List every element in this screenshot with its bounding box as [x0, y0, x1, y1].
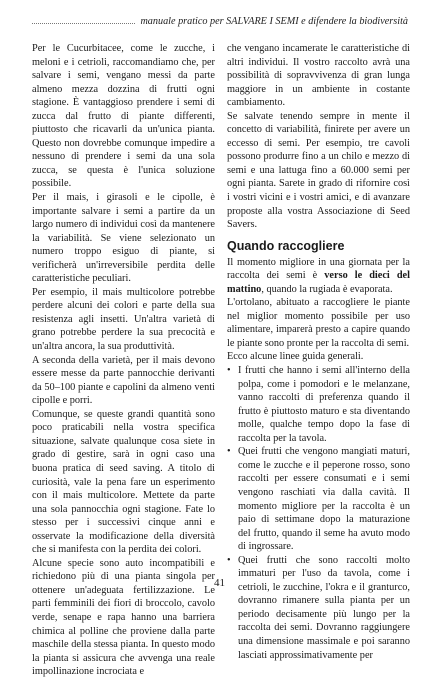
- body-paragraph: Per esempio, il mais multicolore potrebbe perdere alcuni dei colori e parte della sua resistenza agli insetti. Un'altra varietà di grano potrebbe perdere la sua precocità e un'altra ancora, la sua produttività.: [32, 286, 215, 353]
- right-column: [227, 42, 410, 662]
- bullet-icon: •: [227, 446, 231, 458]
- page-number: 41: [214, 577, 225, 589]
- body-paragraph: L'ortolano, abituato a raccogliere le piante nel miglior momento possibile per uso alimentare, imparerà presto a capire quando le piante sono pronte per la raccolta di semi.: [227, 297, 410, 349]
- body-paragraph: che vengano incamerate le caratteristiche di altri individui. Il vostro raccolto avrà una possibilità di sopravvivenza di gran lunga maggiore in un ambiente in costante cambiamento.: [227, 43, 410, 109]
- list-item-text: Quei frutti che sono raccolti molto immaturi per l'uso da tavola, come i cetrioli, le zucchine, l'okra e il granturco, dovranno rimanere sulla pianta per un periodo decisamente più lungo per la raccolta dei semi. Dovranno raggiungere una dimensione massimale e poi saranno lasciati approssimativamente per: [238, 554, 410, 661]
- bold-emphasis: verso le dieci del mattino: [227, 270, 410, 295]
- body-paragraph: Per il mais, i girasoli e le cipolle, è importante salvare i semi a partire da un largo numero di individui così da mantenere la variabilità. Se viene selezionato un numero troppo esiguo di piante, si verificherà un'irreversibile perdita delle caratteristiche peculiari.: [32, 192, 215, 285]
- body-paragraph: Se salvate tenendo sempre in mente il concetto di variabilità, finirete per avere un eccesso di semi. Per esempio, tre cavoli possono produrre fino a un chilo e mezzo di semi e una lattuga fino a 60.000 semi per ogni pianta. Sarete in grado di rifornire così i vostri vicini e i vostri amici, e di avanzare proposte alla vostra Associazione di Seed Savers.: [227, 110, 410, 231]
- running-title: manuale pratico per SALVARE I SEMI e difendere la biodiversità: [140, 16, 408, 27]
- list-item: [227, 554, 410, 662]
- body-paragraph: Ecco alcune linee guida generali.: [227, 351, 364, 363]
- bullet-icon: •: [227, 365, 231, 377]
- body-paragraph: [227, 256, 410, 297]
- header-dotted-leader: [32, 23, 135, 24]
- body-paragraph: Comunque, se queste grandi quantità sono poco praticabili nella vostra specifica situazione, salvate qualunque cosa siete in grado di gestire, sarà in ogni caso una buona pratica di seed saving. A titolo di curiosità, vale la pena fare un esperimento con il mais multicolore. Mettete da parte una sola pannocchia ogni stagione. Fate lo stesso per i successivi cinque anni e osservate la modificazione della diversità che si manifesta con la perdita dei colori.: [32, 408, 215, 556]
- running-header: [32, 13, 408, 27]
- body-paragraph: Alcune specie sono auto incompatibili e richiedono più di una pianta singola per ottenere un'adeguata fertilizzazione. Le parti femminili dei fiori di broccolo, cavolo verde, senape e rapa hanno una barriera chimica al polline che proviene dalla parte maschile della stessa pianta. In questo modo la pianta si assicura che avvenga una reale impollinazione incrociata e: [32, 557, 215, 678]
- paragraph-text: Il momento migliore in una giornata per la raccolta dei semi è: [227, 256, 410, 282]
- list-item: [227, 364, 410, 445]
- list-item-text: I frutti che hanno i semi all'interno della polpa, come i pomodori e le melanzane, vanno raccolti di preferenza quando il frutto è piuttosto maturo e sta diventando molle, qualche tempo dopo la fase di raccolta per la tavola.: [238, 365, 410, 444]
- paragraph-text: , quando la rugiada è evaporata.: [261, 283, 393, 295]
- bullet-icon: •: [227, 554, 231, 566]
- guideline-list: [227, 364, 410, 662]
- body-paragraph: A seconda della varietà, per il mais devono essere messe da parte pannocchie derivanti da 50–100 piante e capolini da almeno venti cipolle e porri.: [32, 354, 215, 407]
- body-paragraph: Per le Cucurbitacee, come le zucche, i meloni e i cetrioli, raccomandiamo che, per salvare i semi, vengano messi da parte almeno mezza dozzina di frutti ogni stagione. È vantaggioso prendere i semi di zucca dal frutto di piante differenti, piuttosto che ricavarli da un'unica pianta. Questo non dovrebbe comunque impedire a nessuno di prendere i semi da una sola zucca, se questa è l'unica soluzione possibile.: [32, 43, 215, 190]
- list-item: [227, 445, 410, 553]
- section-heading: Quando raccogliere: [227, 238, 345, 253]
- list-item-text: Quei frutti che vengono mangiati maturi, come le zucche e il peperone rosso, sono raccolti per essere consumati e i semi vengono raschiati via dalla cavità. Il momento migliore per la raccolta è un paio di settimane dopo la maturazione del frutto, quando il seme ha avuto modo di ingrossare.: [238, 446, 410, 553]
